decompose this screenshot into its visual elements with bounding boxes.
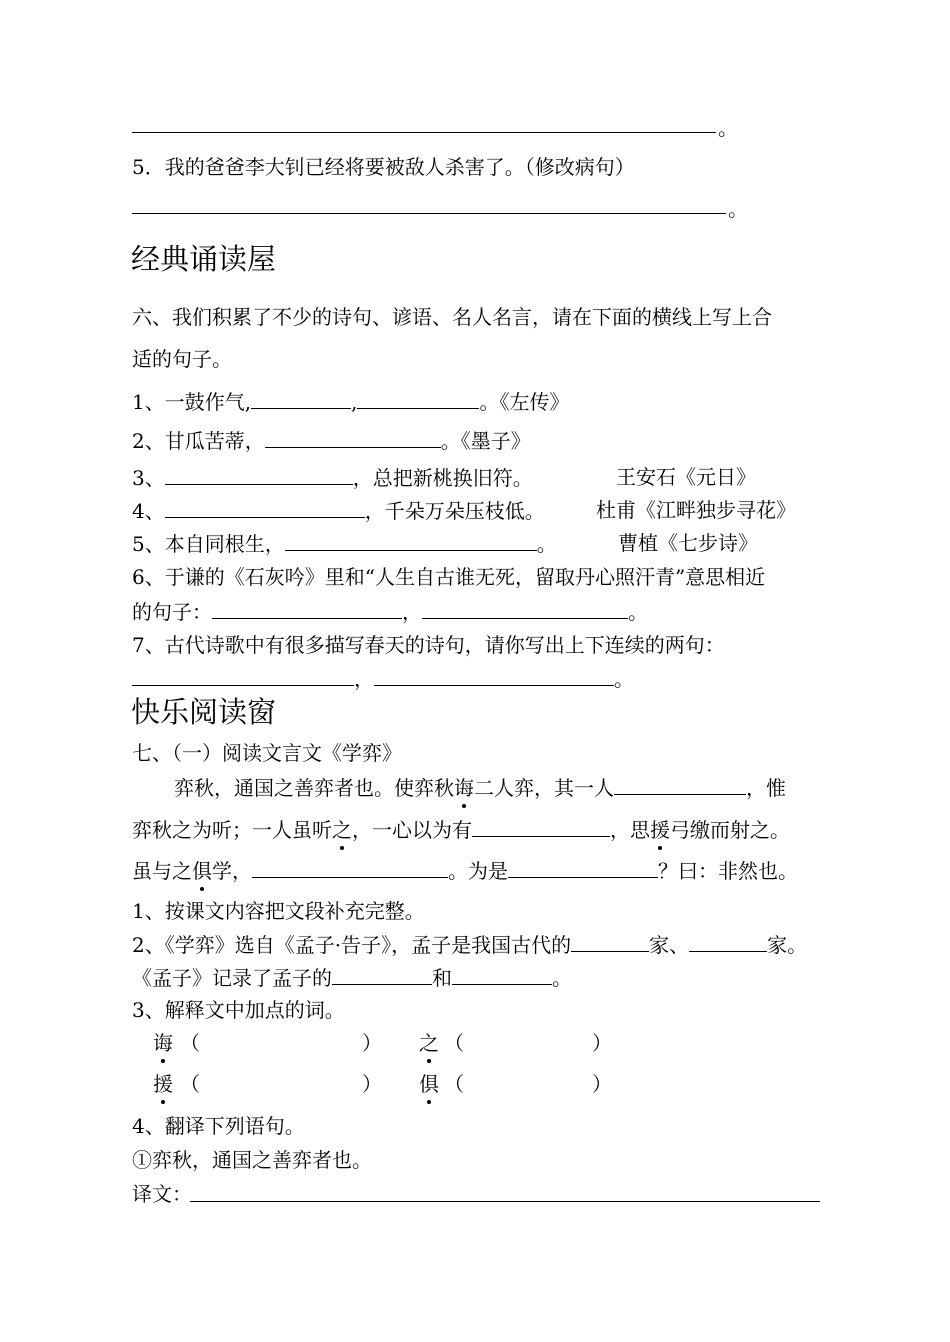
passage-text: 弈秋，通国之善弈者也。使弈秋	[174, 776, 454, 800]
item-1-source: 。《左传》	[479, 390, 570, 414]
answer-space[interactable]	[464, 1071, 590, 1097]
item-2-text: 2、甘瓜苦蒂，	[132, 429, 265, 453]
question-5	[132, 154, 635, 180]
sub-question-2-text: 2、《学弈》选自《孟子·告子》，孟子是我国古代的	[132, 933, 572, 957]
answer-space[interactable]	[200, 1071, 360, 1097]
answer-line[interactable]	[132, 213, 726, 214]
passage-text: ，惟	[746, 776, 786, 800]
question-6-intro-line1: 六、我们积累了不少的诗句、谚语、名人名言，请在下面的横线上写上合	[132, 305, 772, 329]
question-5-number: 5．	[132, 155, 165, 179]
answer-space[interactable]	[200, 1030, 360, 1056]
item-6-comma: ，	[402, 600, 422, 624]
dotted-word: 之	[332, 818, 352, 842]
dotted-word: 援	[153, 1072, 173, 1096]
sub-question-2-text: 家、	[649, 933, 690, 957]
sub-question-2-text: 。	[552, 966, 572, 990]
question-7-title: 七、（一）阅读文言文《学弈》	[132, 741, 402, 765]
passage-text: ？曰：非然也。	[658, 859, 798, 883]
sub-question-4-item-1: ①弈秋，通国之善弈者也。	[132, 1148, 372, 1172]
item-1	[132, 388, 569, 415]
line-end-mark: 。	[728, 197, 748, 221]
sub-question-2-line2	[132, 964, 572, 991]
item-4-number: 4、	[132, 499, 165, 523]
open-paren: （	[180, 1072, 200, 1096]
fill-blank[interactable]	[472, 816, 610, 837]
open-paren: （	[444, 1072, 464, 1096]
passage-text: ，思	[610, 818, 650, 842]
passage-text: 弈秋之为听；一人虽听	[132, 818, 332, 842]
item-3	[132, 464, 533, 491]
item-7-end: 。	[614, 667, 634, 691]
passage-text: 弓缴而射之。	[670, 818, 790, 842]
item-2-source: 。《墨子》	[440, 429, 531, 453]
close-paren: ）	[362, 1031, 382, 1055]
item-4-source: 杜甫《江畔独步寻花》	[596, 498, 796, 522]
item-5-end: 。	[536, 532, 557, 556]
passage-text: 二人弈，其一人	[474, 776, 614, 800]
sub-question-2-line1	[132, 931, 807, 958]
item-6-end: 。	[628, 600, 648, 624]
close-paren: ）	[592, 1031, 612, 1055]
item-5	[132, 530, 557, 557]
sub-question-2-text: 家。	[767, 933, 808, 957]
fill-blank[interactable]	[452, 964, 552, 985]
passage-text: 学，	[212, 859, 252, 883]
fill-blank[interactable]	[165, 497, 365, 518]
answer-space[interactable]	[464, 1030, 590, 1056]
item-4	[132, 497, 545, 524]
passage-line1	[174, 774, 786, 801]
close-paren: ）	[362, 1072, 382, 1096]
fill-blank[interactable]	[614, 774, 746, 795]
fill-blank[interactable]	[285, 530, 537, 551]
fill-blank[interactable]	[332, 964, 432, 985]
translation-label: 译文：	[132, 1182, 192, 1206]
line-end-mark: 。	[718, 116, 738, 140]
dotted-word: 诲	[153, 1031, 173, 1055]
sub-question-4: 4、翻译下列语句。	[132, 1114, 305, 1138]
fill-blank[interactable]	[252, 857, 448, 878]
sub-question-2-text: 《孟子》记录了孟子的	[132, 966, 332, 990]
close-paren: ）	[592, 1072, 612, 1096]
item-7-line1: 7、古代诗歌中有很多描写春天的诗句，请你写出上下连续的两句：	[132, 633, 725, 657]
dotted-word: 俱	[192, 859, 212, 883]
fill-blank[interactable]	[689, 931, 767, 952]
word-zhi	[419, 1030, 439, 1056]
open-paren: （	[180, 1031, 200, 1055]
translation-line[interactable]	[190, 1201, 820, 1202]
fill-blank[interactable]	[251, 388, 351, 409]
item-2	[132, 427, 531, 454]
passage-line3	[132, 857, 798, 884]
open-paren: （	[444, 1031, 464, 1055]
question-5-text: 我的爸爸李大钊已经将要被敌人杀害了。（修改病句）	[164, 155, 635, 179]
item-3-text: ，总把新桃换旧符。	[352, 466, 533, 490]
fill-blank[interactable]	[571, 931, 649, 952]
answer-line[interactable]	[132, 132, 716, 133]
item-6-label: 的句子：	[132, 600, 212, 624]
passage-text: 。为是	[448, 859, 508, 883]
sub-question-1: 1、按课文内容把文段补充完整。	[132, 899, 425, 923]
dotted-word: 援	[650, 818, 670, 842]
item-5-text: 5、本自同根生，	[132, 532, 285, 556]
fill-blank[interactable]	[357, 388, 479, 409]
fill-blank[interactable]	[265, 427, 441, 448]
sub-question-3: 3、解释文中加点的词。	[132, 998, 345, 1022]
fill-blank[interactable]	[422, 598, 628, 619]
fill-blank[interactable]	[374, 665, 614, 686]
dotted-word: 之	[419, 1031, 439, 1055]
fill-blank[interactable]	[508, 857, 658, 878]
question-6-intro-line2: 适的句子。	[132, 347, 232, 371]
dotted-word: 俱	[419, 1072, 439, 1096]
section-heading-classic: 经典诵读屋	[131, 242, 277, 276]
item-6-line1: 6、于谦的《石灰吟》里和“人生自古谁无死，留取丹心照汗青”意思相近	[132, 565, 766, 589]
word-hui	[153, 1030, 173, 1056]
section-heading-reading: 快乐阅读窗	[131, 695, 277, 729]
item-6-line2	[132, 598, 648, 625]
item-3-number: 3、	[132, 466, 165, 490]
passage-line2	[132, 816, 790, 843]
sub-question-2-text: 和	[432, 966, 452, 990]
word-yuan	[153, 1071, 173, 1097]
passage-text: ，一心以为有	[352, 818, 472, 842]
item-1-text: 1、一鼓作气,	[132, 390, 252, 414]
passage-text: 虽与之	[132, 859, 192, 883]
item-3-source: 王安石《元日》	[616, 465, 756, 489]
fill-blank[interactable]	[212, 598, 402, 619]
fill-blank[interactable]	[165, 464, 353, 485]
item-7-line2	[132, 665, 634, 692]
item-5-source: 曹植《七步诗》	[618, 531, 758, 555]
fill-blank[interactable]	[132, 665, 354, 686]
item-4-text: ，千朵万朵压枝低。	[364, 499, 545, 523]
item-1-comma: ,	[351, 390, 358, 414]
dotted-word: 诲	[454, 776, 474, 800]
item-7-comma: ，	[354, 667, 374, 691]
word-ju	[419, 1071, 439, 1097]
